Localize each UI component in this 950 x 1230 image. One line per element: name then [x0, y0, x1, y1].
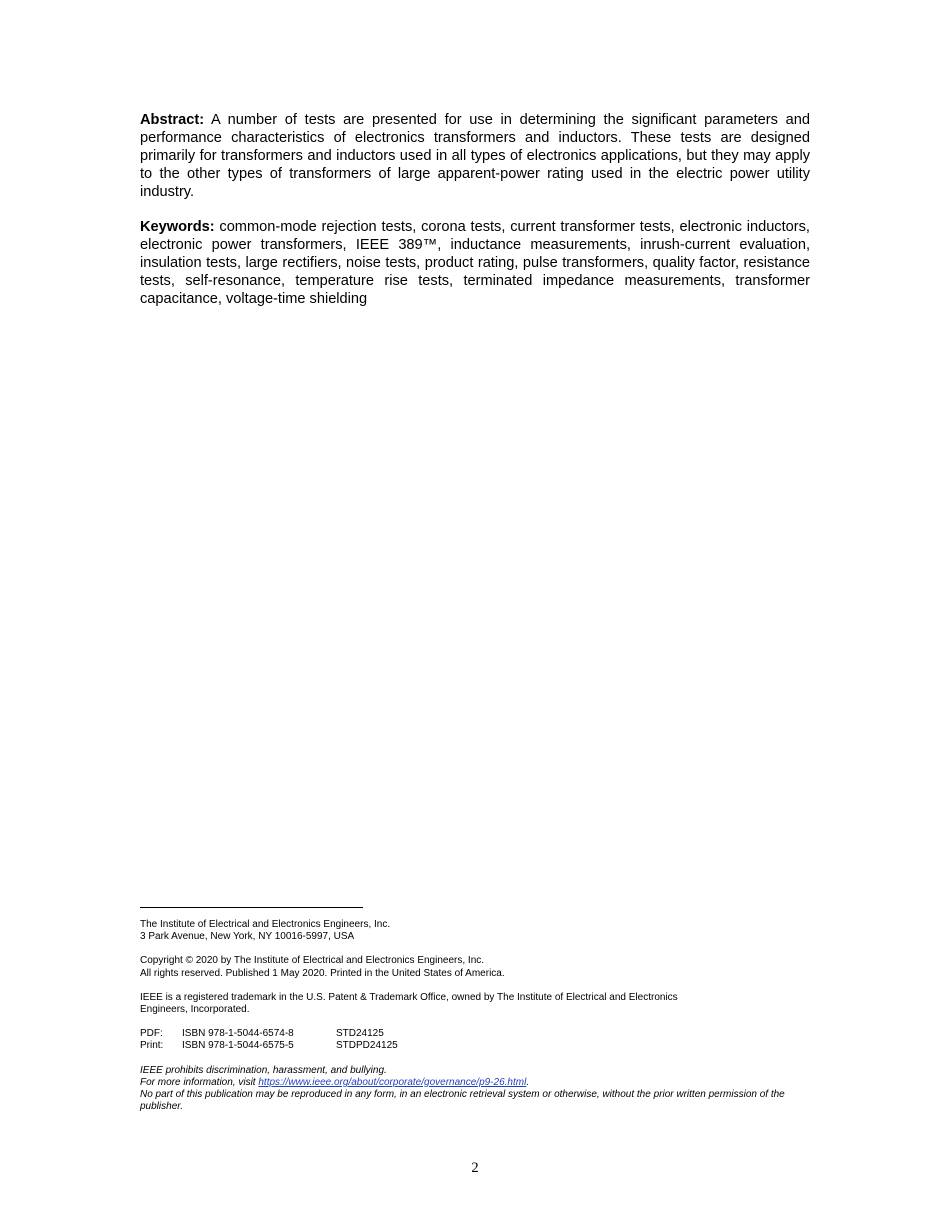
isbn-format: Print:	[140, 1040, 164, 1052]
rights-line: All rights reserved. Published 1 May 2020. Printed in the United States of America.	[140, 967, 505, 979]
isbn-code: STDPD24125	[336, 1040, 398, 1052]
policy-prefix: For more information, visit	[140, 1076, 259, 1088]
trademark-line-2: Engineers, Incorporated.	[140, 1004, 250, 1016]
trademark-block	[140, 992, 815, 1016]
isbn-format: PDF:	[140, 1028, 163, 1040]
isbn-row-print	[140, 1040, 815, 1052]
front-matter	[140, 111, 810, 325]
publisher-block	[140, 919, 815, 943]
keywords-paragraph	[140, 218, 810, 308]
copyright-block	[140, 955, 815, 979]
policy-link[interactable]: https://www.ieee.org/about/corporate/governance/p9-26.html	[258, 1076, 527, 1088]
abstract-text: A number of tests are presented for use in determining the significant parameters and performance characteristics of electronics transformers and inductors. These tests are designed primarily for transformers and inductors used in all types of electronics applications, but they may apply to the other types of transformers of large apparent-power rating used in the electric power utility industry.	[140, 112, 810, 200]
keywords-text: common-mode rejection tests, corona tests, current transformer tests, electronic inductors, electronic power transformers, IEEE 389™, inductance measurements, inrush-current evaluation, insulation tests, large rectifiers, noise tests, product rating, pulse transformers, quality factor, resistance tests, self-resonance, temperature rise tests, terminated impedance measurements, transformer capacitance, voltage-time shielding	[140, 219, 810, 307]
page-number: 2	[471, 1160, 479, 1176]
policy-line-2	[140, 1077, 815, 1089]
trademark-line-1: IEEE is a registered trademark in the U.S. Patent & Trademark Office, owned by The Institute of Electrical and Electronics	[140, 991, 678, 1003]
isbn-number: ISBN 978-1-5044-6574-8	[182, 1028, 294, 1040]
keywords-label: Keywords:	[140, 219, 215, 235]
policy-block	[140, 1065, 815, 1114]
policy-line-3: No part of this publication may be reproduced in any form, in an electronic retrieval system or otherwise, without the prior written permission of the publisher.	[140, 1089, 785, 1113]
isbn-block	[140, 1028, 815, 1052]
policy-suffix: .	[526, 1076, 530, 1088]
abstract-label: Abstract:	[140, 112, 205, 128]
isbn-row-pdf	[140, 1028, 815, 1040]
copyright-line: Copyright © 2020 by The Institute of Electrical and Electronics Engineers, Inc.	[140, 955, 485, 967]
abstract-paragraph	[140, 111, 810, 201]
isbn-code: STD24125	[336, 1028, 384, 1040]
isbn-number: ISBN 978-1-5044-6575-5	[182, 1040, 294, 1052]
copyright-footer	[140, 919, 815, 1113]
publisher-address: 3 Park Avenue, New York, NY 10016-5997, USA	[140, 931, 355, 943]
publisher-name: The Institute of Electrical and Electronics Engineers, Inc.	[140, 919, 391, 930]
policy-line-1: IEEE prohibits discrimination, harassment, and bullying.	[140, 1064, 387, 1076]
footer-divider	[140, 907, 363, 908]
